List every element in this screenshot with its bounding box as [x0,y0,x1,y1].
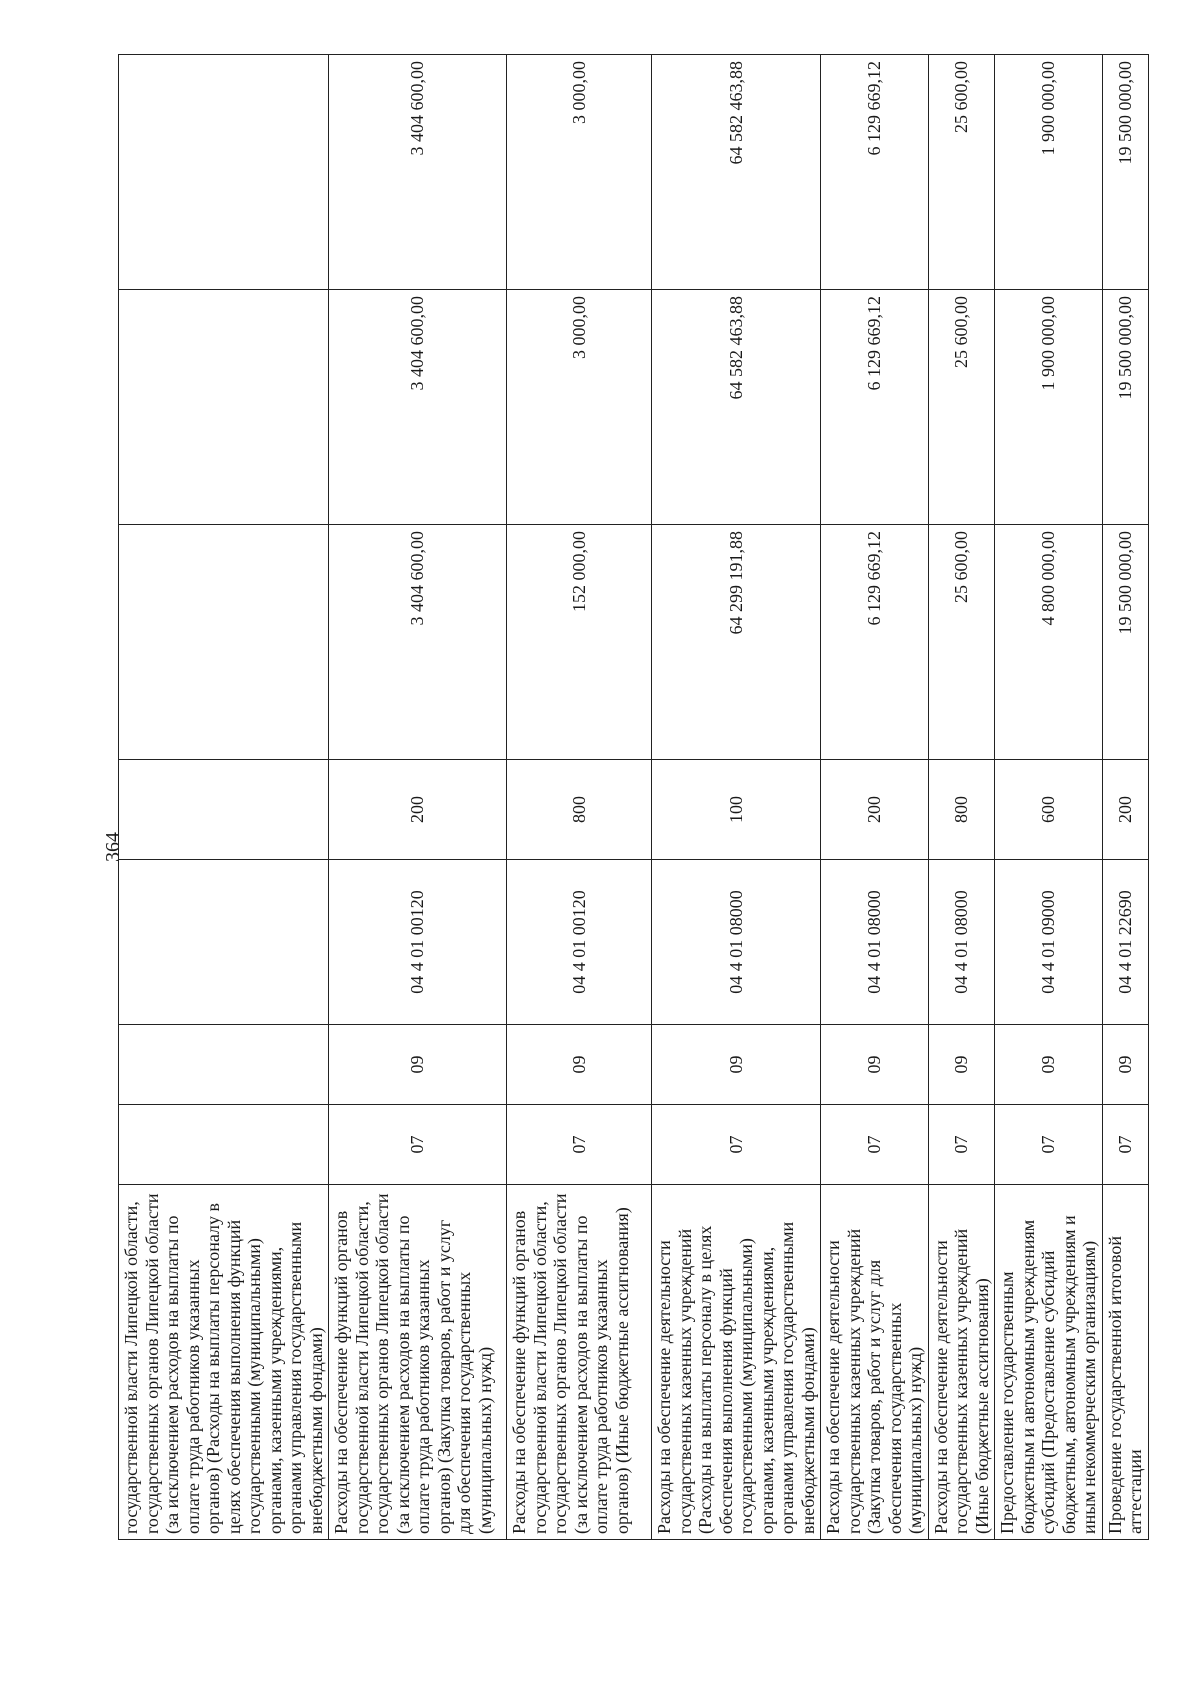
row-vr [119,760,329,860]
row-sum-2: 1 900 000,00 [995,290,1103,525]
table-row [928,55,995,1540]
row-pr: 09 [507,1025,652,1105]
row-sum-3: 19 500 000,00 [1102,55,1148,290]
row-sum-3: 3 000,00 [507,55,652,290]
row-csr [119,860,329,1025]
row-rz: 07 [821,1105,929,1185]
table-row [995,55,1103,1540]
row-sum-1 [119,525,329,760]
row-rz: 07 [995,1105,1103,1185]
row-rz: 07 [652,1105,821,1185]
row-vr: 200 [1102,760,1148,860]
row-description: Расходы на обеспечение функций органов государственной власти Липецкой области, государственных органов Липецкой области (за исключением расходов на выплаты по оплате труда работников указанных органов) (Иные бюджетные ассигнования) [507,1185,652,1540]
row-description: Расходы на обеспечение функций органов государственной власти Липецкой области, государственных органов Липецкой области (за исключением расходов на выплаты по оплате труда работников указанных органов) (Закупка товаров, работ и услуг для обеспечения государственных (муниципальных) нужд) [329,1185,507,1540]
row-vr: 100 [652,760,821,860]
row-sum-2 [119,290,329,525]
row-description: Проведение государственной итоговой аттестации [1102,1185,1148,1540]
row-sum-1: 4 800 000,00 [995,525,1103,760]
row-pr: 09 [652,1025,821,1105]
table-row [329,55,507,1540]
row-csr: 04 4 01 08000 [652,860,821,1025]
row-sum-2: 3 404 600,00 [329,290,507,525]
row-pr: 09 [821,1025,929,1105]
row-sum-3: 25 600,00 [928,55,995,290]
row-sum-1: 3 404 600,00 [329,525,507,760]
table-row [1102,55,1148,1540]
row-pr: 09 [329,1025,507,1105]
row-vr: 800 [928,760,995,860]
row-sum-1: 64 299 191,88 [652,525,821,760]
row-sum-1: 25 600,00 [928,525,995,760]
table-row [652,55,821,1540]
row-sum-2: 3 000,00 [507,290,652,525]
row-pr: 09 [1102,1025,1148,1105]
row-sum-2: 64 582 463,88 [652,290,821,525]
row-vr: 800 [507,760,652,860]
row-vr: 600 [995,760,1103,860]
row-description: государственной власти Липецкой области, государственных органов Липецкой области (за исключением расходов на выплаты по оплате труда работников указанных органов) (Расходы на выплаты персоналу в целях обеспечения выполнения функций государственными (муниципальными) органами, казенными учреждениями, органами управления государственными внебюджетными фондами) [119,1185,329,1540]
row-description: Предоставление государственным бюджетным и автономным учреждениям субсидий (Предоставление субсидий бюджетным, автономным учреждениям и иным некоммерческим организациям) [995,1185,1103,1540]
row-description: Расходы на обеспечение деятельности государственных казенных учреждений (Закупка товаров, работ и услуг для обеспечения государственных (муниципальных) нужд) [821,1185,929,1540]
row-description: Расходы на обеспечение деятельности государственных казенных учреждений (Расходы на выплаты персоналу в целях обеспечения выполнения функций государственными (муниципальными) органами, казенными учреждениями, органами управления государственными внебюджетными фондами) [652,1185,821,1540]
row-sum-3: 6 129 669,12 [821,55,929,290]
row-rz [119,1105,329,1185]
table-row [821,55,929,1540]
page-number-text: 364 [101,832,124,862]
row-csr: 04 4 01 08000 [821,860,929,1025]
budget-table-container [118,55,1145,1540]
row-sum-2: 6 129 669,12 [821,290,929,525]
row-pr: 09 [995,1025,1103,1105]
row-sum-1: 19 500 000,00 [1102,525,1148,760]
row-rz: 07 [507,1105,652,1185]
row-csr: 04 4 01 22690 [1102,860,1148,1025]
row-description: Расходы на обеспечение деятельности государственных казенных учреждений (Иные бюджетные ассигнования) [928,1185,995,1540]
row-pr: 09 [928,1025,995,1105]
row-rz: 07 [329,1105,507,1185]
row-vr: 200 [329,760,507,860]
row-rz: 07 [1102,1105,1148,1185]
row-sum-3 [119,55,329,290]
row-vr: 200 [821,760,929,860]
budget-table [118,54,1149,1540]
table-row [507,55,652,1540]
row-csr: 04 4 01 00120 [329,860,507,1025]
row-sum-3: 64 582 463,88 [652,55,821,290]
row-sum-3: 3 404 600,00 [329,55,507,290]
row-rz: 07 [928,1105,995,1185]
row-sum-2: 25 600,00 [928,290,995,525]
row-csr: 04 4 01 00120 [507,860,652,1025]
row-csr: 04 4 01 09000 [995,860,1103,1025]
row-sum-1: 152 000,00 [507,525,652,760]
row-csr: 04 4 01 08000 [928,860,995,1025]
row-pr [119,1025,329,1105]
row-sum-2: 19 500 000,00 [1102,290,1148,525]
table-row [119,55,329,1540]
row-sum-1: 6 129 669,12 [821,525,929,760]
row-sum-3: 1 900 000,00 [995,55,1103,290]
